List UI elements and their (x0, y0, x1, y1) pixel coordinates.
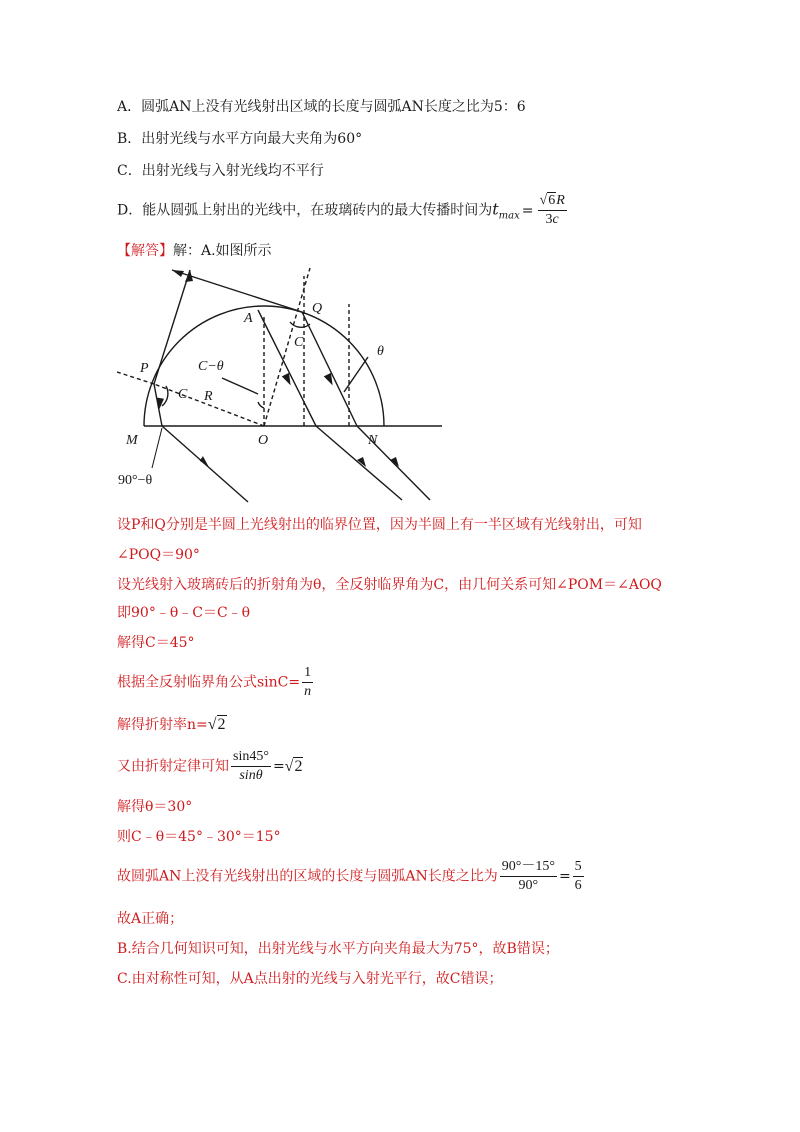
refractive-index-text: 解得折射率n= (117, 717, 208, 733)
solution-line-8: 又由折射定律可知 $\frac{\sin 45^\circ}{\sin\theta}$ =√2 (117, 749, 303, 783)
solution-line-7: 解得折射率n=√2 (117, 716, 226, 733)
solution-line-11 (117, 858, 586, 895)
solution-line-3: 设光线射入玻璃砖后的折射角为θ，全反射临界角为C，由几何关系可知∠POM＝∠AOQ (117, 577, 662, 593)
ratio-den: 90° (518, 878, 539, 893)
solution-line-12: 故A正确； (117, 911, 184, 927)
exit-ray-p (154, 270, 190, 384)
ratio-num: 90°－15° (500, 858, 557, 877)
solution-line-6 (117, 664, 315, 701)
label-c-lower: C (178, 387, 188, 402)
t-symbol: t (492, 199, 499, 219)
ratio-fraction (500, 858, 557, 895)
option-d (117, 192, 569, 229)
ratio-eq: = (558, 868, 571, 885)
sinc-num: 1 (302, 664, 313, 683)
equals-sign: = (521, 202, 534, 219)
label-theta: θ (377, 344, 384, 359)
arrow-incident-3 (390, 457, 399, 467)
sqrt-six: 6 (548, 193, 556, 208)
label-m: M (126, 433, 138, 448)
label-90-theta: 90°−θ (118, 473, 153, 488)
incident-ray-2 (316, 426, 402, 500)
label-q: Q (312, 301, 323, 316)
c-theta-pointer (222, 378, 258, 394)
label-o: O (258, 433, 269, 448)
var-r: R (556, 193, 565, 208)
t-subscript: max (498, 210, 520, 222)
solution-line-9: 解得θ＝30° (117, 799, 193, 815)
sinc-fraction (302, 664, 313, 701)
solution-line-5: 解得C＝45° (117, 635, 195, 651)
option-d-text: D．能从圆弧上射出的光线中，在玻璃砖内的最大传播时间为 (117, 202, 493, 219)
solution-line-14: C.由对称性可知，从A点出射的光线与入射光平行，故C错误； (117, 971, 503, 987)
option-b: B．出射光线与水平方向最大夹角为60° (117, 131, 363, 147)
snell-num: sin45° (231, 748, 271, 767)
answer-tag: 【解答】 (117, 243, 173, 259)
var-c: c (552, 212, 559, 227)
arrow-left-q (172, 270, 184, 277)
ratio-result-den: 6 (574, 878, 582, 893)
solution-line-2: ∠POQ＝90° (117, 547, 200, 563)
snell-fraction (231, 748, 271, 785)
angle-c-lower-arc (162, 386, 168, 406)
snell-eq: = (272, 758, 285, 775)
sinc-formula-text: 根据全反射临界角公式sinC= (117, 674, 301, 691)
label-r: R (204, 389, 213, 404)
label-p: P (140, 361, 149, 376)
ratio-result (573, 858, 584, 895)
sqrt-two-a: 2 (217, 716, 226, 733)
answer-intro: 解：A.如图所示 (173, 243, 272, 259)
snell-den: sinθ (239, 768, 263, 783)
solution-line-13: B.结合几何知识可知，出射光线与水平方向夹角最大为75°，故B错误； (117, 941, 559, 957)
snell-text: 又由折射定律可知 (117, 758, 229, 775)
option-a: A．圆弧AN上没有光线射出区域的长度与圆弧AN长度之比为5：6 (117, 99, 526, 115)
sinc-den: n (304, 684, 312, 699)
label-c-minus-theta: C−θ (198, 359, 224, 374)
time-fraction: $\frac{√6R}{3c}$ (539, 193, 565, 227)
solution-line-4: 即90°﹣θ﹣C＝C﹣θ (117, 605, 251, 621)
den-three: 3 (545, 212, 553, 227)
ray-a-interior (258, 310, 316, 426)
angle-90-pointer (152, 428, 162, 468)
solution-line-1: 设P和Q分别是半圆上光线射出的临界位置，因为半圆上有一半区域有光线射出，可知 (117, 517, 642, 533)
label-n: N (368, 433, 378, 448)
answer-header (117, 242, 272, 260)
optics-diagram (112, 262, 442, 504)
angle-o-arc (258, 402, 264, 408)
label-c-upper: C (294, 335, 304, 350)
ratio-result-num: 5 (573, 858, 584, 877)
theta-pointer (344, 357, 368, 392)
label-a: A (244, 311, 253, 326)
solution-line-10: 则C﹣θ＝45°﹣30°＝15° (117, 829, 281, 845)
sqrt-two-b: 2 (294, 757, 303, 775)
option-c: C．出射光线与入射光线均不平行 (117, 163, 324, 179)
ratio-text: 故圆弧AN上没有光线射出的区域的长度与圆弧AN长度之比为 (117, 868, 498, 885)
